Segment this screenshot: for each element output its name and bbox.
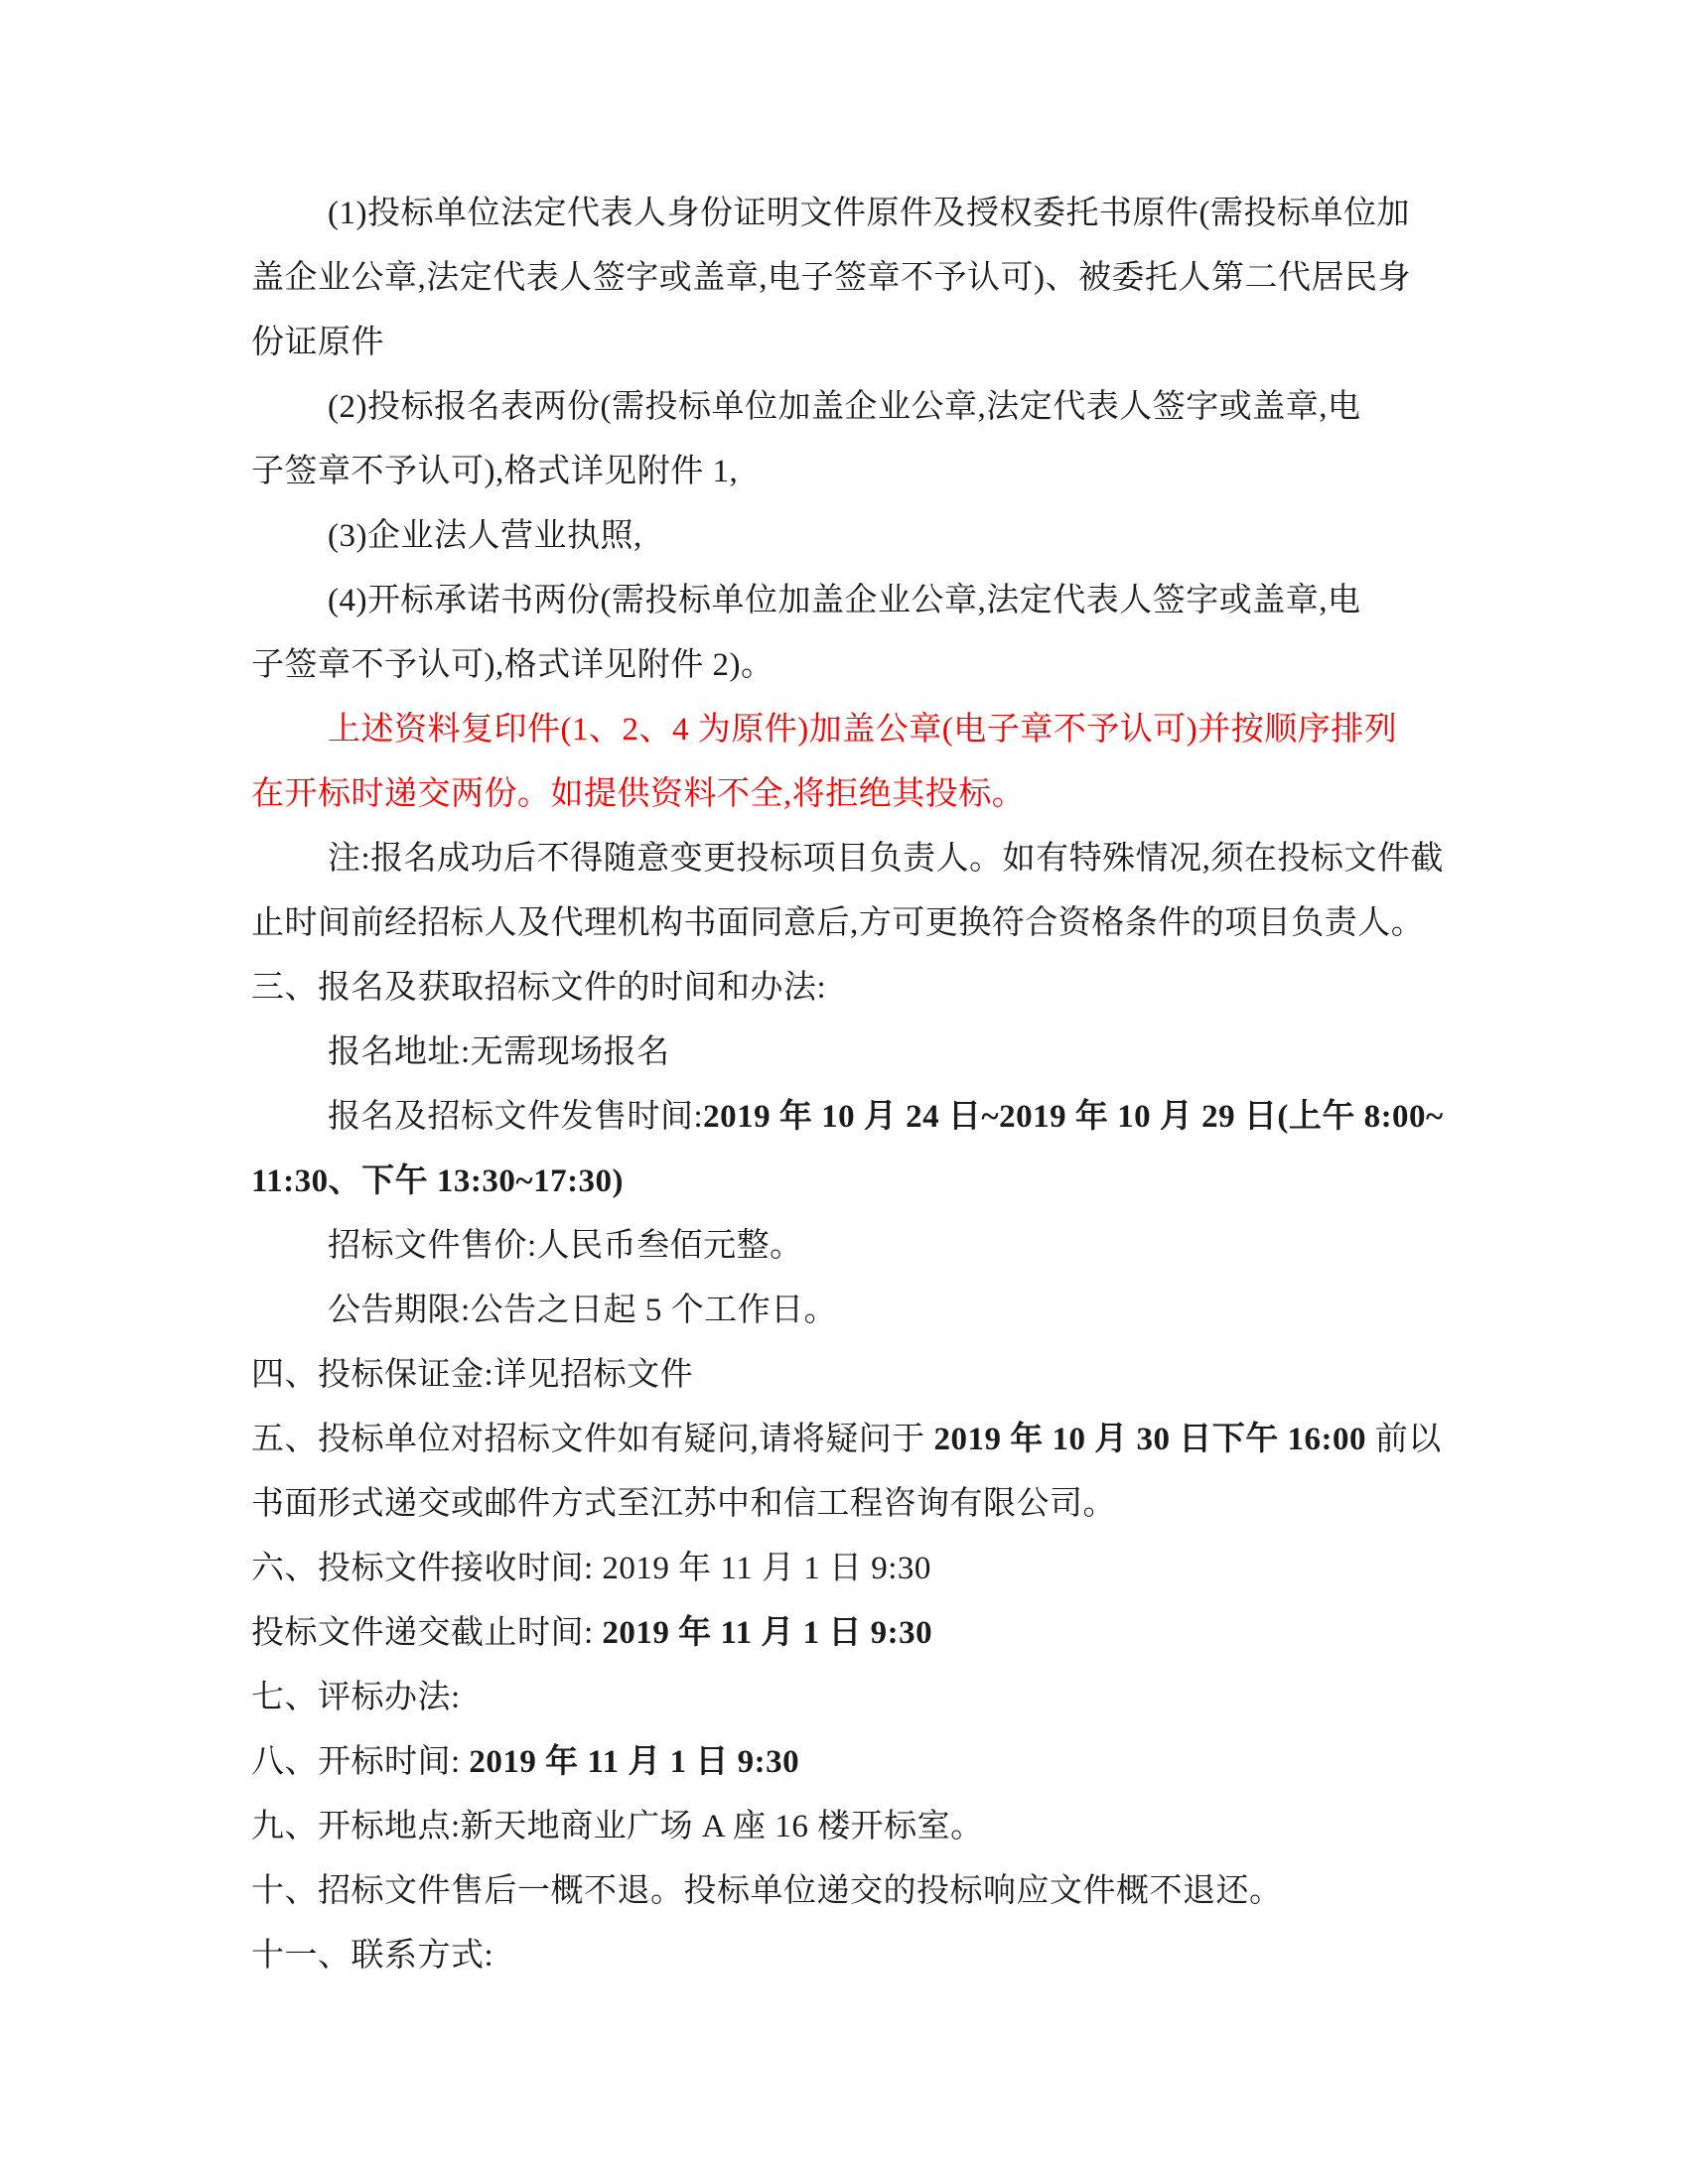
text-line (251, 182, 1458, 246)
text-line (251, 1343, 1458, 1408)
text-run: 投标文件递交截止时间: (251, 1615, 603, 1651)
text-line (251, 1859, 1458, 1924)
text-run: 止时间前经招标人及代理机构书面同意后,方可更换符合资格条件的项目负责人。 (251, 905, 1425, 941)
text-line (251, 569, 1458, 633)
text-line (251, 1601, 1458, 1666)
text-line (251, 246, 1458, 311)
text-line (251, 1150, 1458, 1214)
text-run: 报名及招标文件发售时间: (328, 1099, 704, 1135)
text-line (251, 1279, 1458, 1343)
text-run: (4)开标承诺书两份(需投标单位加盖企业公章,法定代表人签字或盖章,电 (328, 583, 1361, 618)
text-run: 九、开标地点:新天地商业广场 A 座 16 楼开标室。 (251, 1809, 984, 1844)
text-run: 五、投标单位对招标文件如有疑问,请将疑问于 (251, 1422, 934, 1457)
text-line (251, 956, 1458, 1021)
text-run: 子签章不予认可),格式详见附件 2)。 (251, 647, 774, 683)
text-run: 上述资料复印件(1、2、4 为原件)加盖公章(电子章不予认可)并按顺序排列 (328, 712, 1398, 748)
text-run: 在开标时递交两份。如提供资料不全,将拒绝其投标。 (251, 776, 1026, 812)
text-run: 招标文件售价:人民币叁佰元整。 (328, 1228, 803, 1264)
text-run: 十、招标文件售后一概不退。投标单位递交的投标响应文件概不退还。 (251, 1873, 1283, 1909)
text-run: 前以 (1366, 1422, 1442, 1457)
text-line (251, 1021, 1458, 1085)
text-line (251, 1666, 1458, 1730)
text-run: 四、投标保证金:详见招标文件 (251, 1357, 694, 1393)
text-line (251, 633, 1458, 698)
text-run: 11:30、下午 13:30~17:30) (251, 1163, 625, 1199)
text-run: 公告期限:公告之日起 5 个工作日。 (328, 1293, 838, 1328)
text-run: 十一、联系方式: (251, 1938, 494, 1974)
text-run: 七、评标办法: (251, 1680, 461, 1715)
text-line (251, 827, 1458, 891)
document-body (251, 182, 1458, 1988)
text-line (251, 1214, 1458, 1279)
text-run: 八、开标时间: (251, 1744, 470, 1780)
text-run: (3)企业法人营业执照, (328, 518, 642, 554)
text-line (251, 504, 1458, 569)
text-run: 2019 年 11 月 1 日 9:30 (469, 1744, 800, 1780)
text-run: (2)投标报名表两份(需投标单位加盖企业公章,法定代表人签字或盖章,电 (328, 389, 1361, 425)
text-run: 三、报名及获取招标文件的时间和办法: (251, 970, 827, 1006)
text-line (251, 891, 1458, 956)
text-line (251, 1472, 1458, 1537)
text-line (251, 1730, 1458, 1795)
text-run: (1)投标单位法定代表人身份证明文件原件及授权委托书原件(需投标单位加 (328, 196, 1410, 231)
text-line (251, 1408, 1458, 1472)
text-run: 盖企业公章,法定代表人签字或盖章,电子签章不予认可)、被委托人第二代居民身 (251, 260, 1411, 296)
text-line (251, 762, 1458, 827)
text-line (251, 1924, 1458, 1988)
text-run: 2019 年 11 月 1 日 9:30 (602, 1615, 933, 1651)
text-run: 子签章不予认可),格式详见附件 1, (251, 454, 739, 489)
text-line (251, 375, 1458, 440)
text-run: 2019 年 10 月 30 日下午 16:00 (933, 1422, 1366, 1457)
text-run: 2019 年 10 月 24 日~2019 年 10 月 29 日(上午 8:00~ (703, 1099, 1444, 1135)
text-run: 六、投标文件接收时间: 2019 年 11 月 1 日 9:30 (251, 1551, 931, 1586)
text-line (251, 440, 1458, 504)
text-line (251, 1537, 1458, 1601)
text-run: 份证原件 (251, 325, 384, 360)
text-run: 注:报名成功后不得随意变更投标项目负责人。如有特殊情况,须在投标文件截 (328, 841, 1444, 877)
text-run: 报名地址:无需现场报名 (328, 1034, 670, 1070)
text-line (251, 1795, 1458, 1859)
text-line (251, 1085, 1458, 1150)
text-line (251, 698, 1458, 762)
text-run: 书面形式递交或邮件方式至江苏中和信工程咨询有限公司。 (251, 1486, 1116, 1522)
text-line (251, 311, 1458, 375)
